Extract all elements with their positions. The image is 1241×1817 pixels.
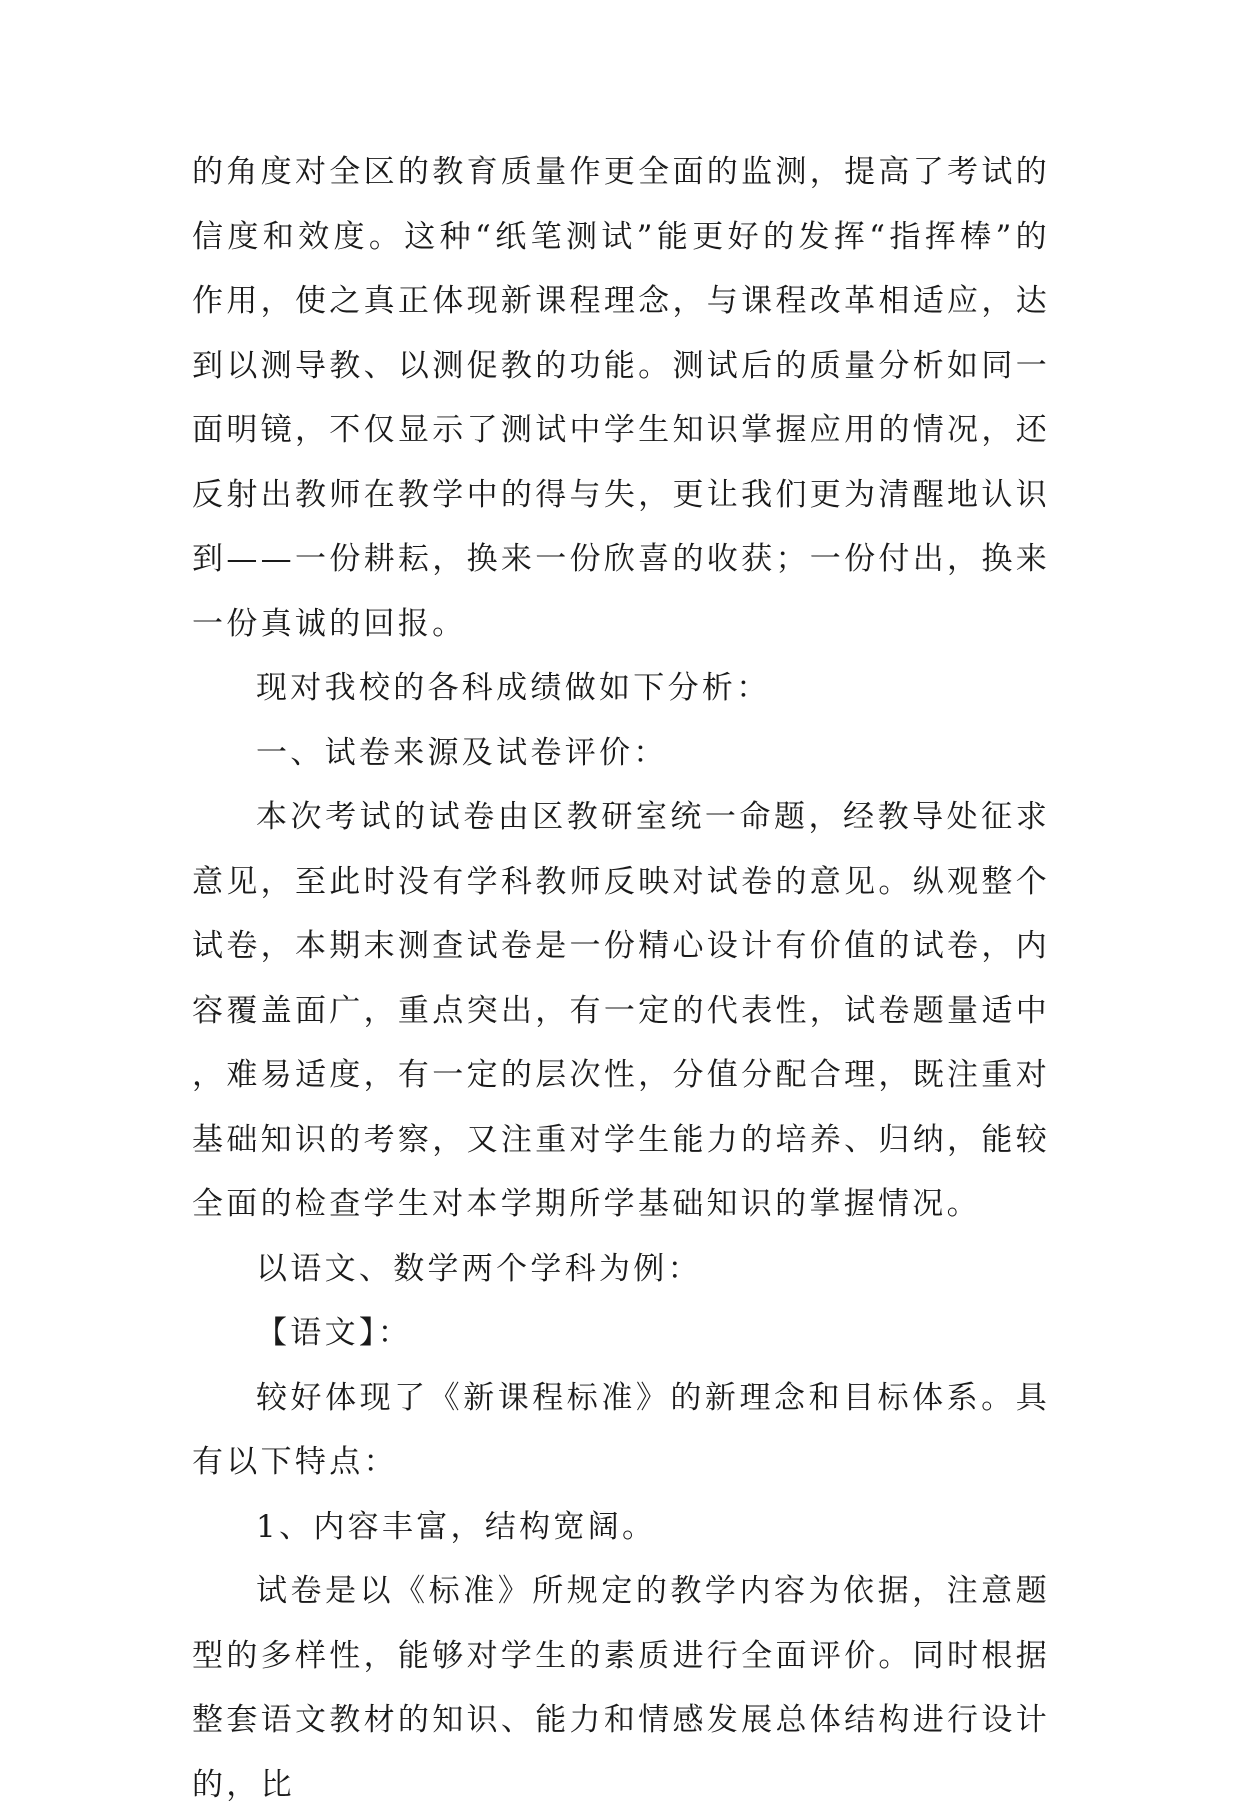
section-heading-paper-source: 一、试卷来源及试卷评价： [256, 734, 668, 771]
paragraph-chinese-features: 较好体现了《新课程标准》的新理念和目标体系。具有以下特点： [192, 1379, 1050, 1480]
paragraph-intro-continuation: 的角度对全区的教育质量作更全面的监测，提高了考试的信度和效度。这种“纸笔测试”能更好的发挥“指挥棒”的作用，使之真正体现新课程理念，与课程改革相适应，达到以测导教、以测促教的功能。测试后的质量分析如同一面明镜，不仅显示了测试中学生知识掌握应用的情况，还反射出教师在教学中的得与失，更让我们更为清醒地认识到——一份耕耘，换来一份欣喜的收获；一份付出，换来一份真诚的回报。 [192, 154, 1050, 642]
paragraph-paper-evaluation: 本次考试的试卷由区教研室统一命题，经教导处征求意见，至此时没有学科教师反映对试卷的意见。纵观整个试卷，本期末测查试卷是一份精心设计有价值的试卷，内容覆盖面广，重点突出，有一定的代表性，试卷题量适中，难易适度，有一定的层次性，分值分配合理，既注重对基础知识的考察，又注重对学生能力的培养、归纳，能较全面的检查学生对本学期所学基础知识的掌握情况。 [192, 799, 1050, 1222]
paragraph-feature-1-detail: 试卷是以《标准》所规定的教学内容为依据，注意题型的多样性，能够对学生的素质进行全面评价。同时根据整套语文教材的知识、能力和情感发展总体结构进行设计的，比 [192, 1573, 1050, 1803]
list-item-feature-1: 1、内容丰富，结构宽阔。 [256, 1508, 657, 1545]
document-body [192, 140, 1050, 1817]
paragraph-subject-examples: 以语文、数学两个学科为例： [256, 1250, 702, 1287]
subheading-chinese: 【语文】： [256, 1315, 412, 1351]
paragraph-analysis-lead: 现对我校的各科成绩做如下分析： [256, 670, 771, 706]
